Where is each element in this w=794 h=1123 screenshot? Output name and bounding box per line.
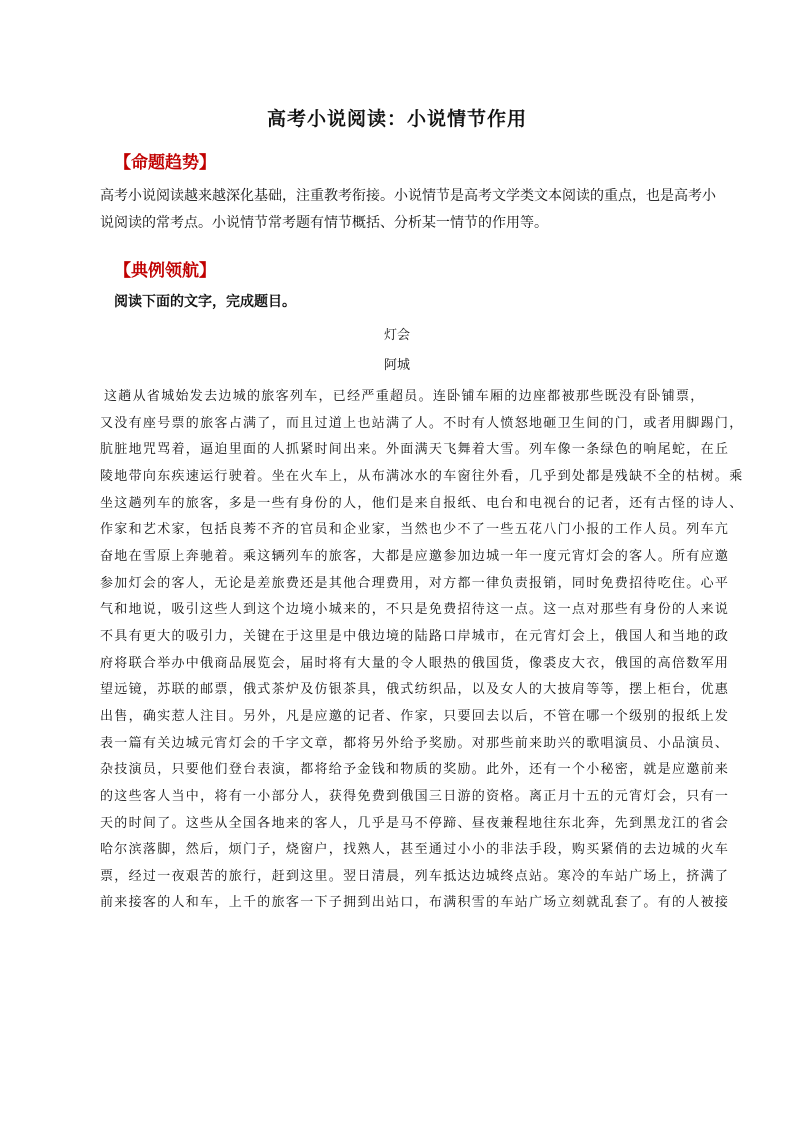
story-line: 气和地说，吸引这些人到这个边境小城来的，不只是免费招待这一点。这一点对那些有身份的人来说 [100, 602, 730, 618]
story-author: 阿城 [383, 358, 410, 373]
story-line: 杂技演员，只要他们登台表演，都将给予金钱和物质的奖励。此外，还有一个小秘密，就是应邀前来 [100, 762, 730, 778]
story-line: 奋地在雪原上奔驰着。乘这辆列车的旅客，大都是应邀参加边城一年一度元宵灯会的客人。所有应邀 [100, 548, 730, 564]
story-line: 陵地带向东疾速运行驶着。坐在火车上，从布满冰水的车窗往外看，几乎到处都是残缺不全的枯树。乘 [100, 468, 744, 484]
story-line: 出售，确实惹人注目。另外，凡是应邀的记者、作家，只要回去以后，不管在哪一个级别的报纸上发 [100, 708, 730, 724]
story-line: 票，经过一夜艰苦的旅行，赶到这里。翌日清晨，列车抵达边城终点站。寒冷的车站广场上，挤满了 [100, 868, 730, 884]
story-line: 前来接客的人和车，上千的旅客一下子拥到出站口，布满积雪的车站广场立刻就乱套了。有的人被接 [100, 895, 730, 911]
story-line: 的这些客人当中，将有一小部分人，获得免费到俄国三日游的资格。离正月十五的元宵灯会，只有一 [100, 788, 730, 804]
story-line: 这趟从省城始发去边城的旅客列车，已经严重超员。连卧铺车厢的边座都被那些既没有卧铺票， [104, 389, 705, 404]
story-line: 作家和艺术家，包括良莠不齐的官员和企业家，当然也少不了一些五花八门小报的工作人员。列车亢 [100, 522, 730, 538]
section-heading-example: 【典例领航】 [114, 261, 216, 281]
section-heading-trend: 【命题趋势】 [114, 153, 216, 173]
intro-line: 说阅读的常考点。小说情节常考题有情节概括、分析某一情节的作用等。 [100, 215, 548, 231]
story-line: 又没有座号票的旅客占满了，而且过道上也站满了人。不时有人愤怒地砸卫生间的门，或者用脚踢门， [100, 415, 744, 431]
page-title: 高考小说阅读：小说情节作用 [266, 108, 527, 130]
story-line: 哈尔滨落脚，然后，烦门子，烧窗户，找熟人，甚至通过小小的非法手段，购买紧俏的去边城的火车 [100, 842, 730, 858]
story-title: 灯会 [383, 328, 410, 343]
story-line: 肮脏地咒骂着，逼迫里面的人抓紧时间出来。外面满天飞舞着大雪。列车像一条绿色的响尾蛇，在丘 [100, 442, 730, 458]
reading-instruction: 阅读下面的文字，完成题目。 [114, 294, 296, 310]
story-line: 坐这趟列车的旅客，多是一些有身份的人，他们是来自报纸、电台和电视台的记者，还有古怪的诗人、 [100, 495, 744, 511]
story-line: 表一篇有关边城元宵灯会的千字文章，都将另外给予奖励。对那些前来助兴的歌唱演员、小品演员、 [100, 735, 730, 751]
intro-line: 高考小说阅读越来越深化基础，注重教考衔接。小说情节是高考文学类文本阅读的重点，也是高考小 [100, 188, 716, 204]
story-line: 府将联合举办中俄商品展览会，届时将有大量的令人眼热的俄国货，像裘皮大衣，俄国的高倍数军用 [100, 655, 730, 671]
story-line: 不具有更大的吸引力，关键在于这里是中俄边境的陆路口岸城市，在元宵灯会上，俄国人和当地的政 [100, 628, 730, 644]
intro-paragraph [100, 183, 716, 237]
story-line: 望远镜，苏联的邮票，俄式茶炉及仿银茶具，俄式纺织品，以及女人的大披肩等等，摆上柜台，优惠 [100, 682, 730, 698]
story-line: 参加灯会的客人，无论是差旅费还是其他合理费用，对方都一律负责报销，同时免费招待吃住。心平 [100, 575, 730, 591]
story-line: 天的时间了。这些从全国各地来的客人，几乎是马不停蹄、昼夜兼程地往东北奔，先到黑龙江的省会 [100, 815, 730, 831]
story-body [100, 384, 744, 917]
